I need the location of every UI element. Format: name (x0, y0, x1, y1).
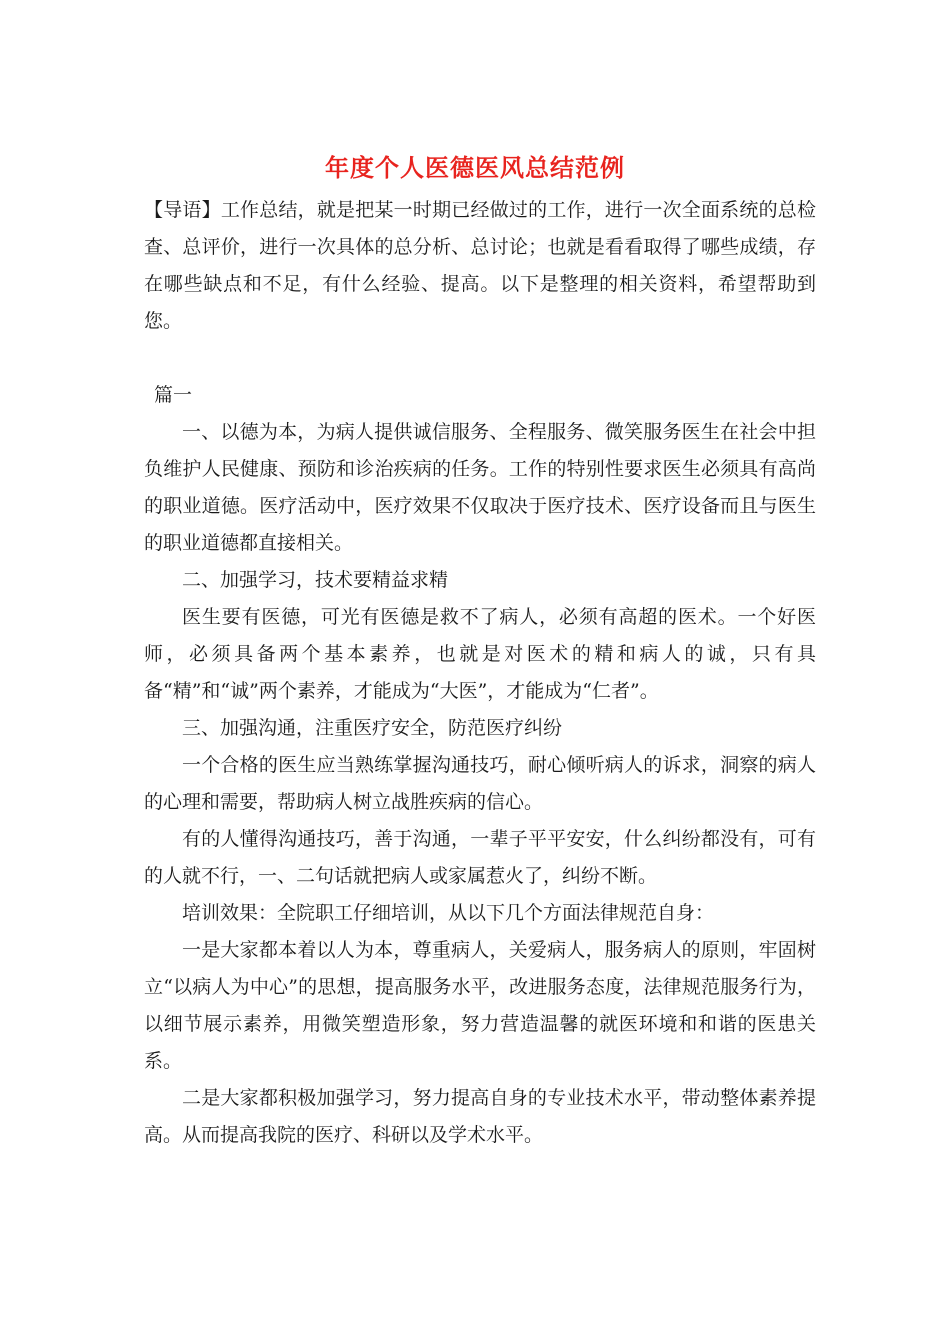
intro-paragraph: 【导语】工作总结，就是把某一时期已经做过的工作，进行一次全面系统的总检查、总评价，进行一次具体的总分析、总讨论；也就是看看取得了哪些成绩，存在哪些缺点和不足，有什么经验、提高。以下是整理的相关资料，希望帮助到您。 (144, 199, 816, 332)
paragraph-3: 一个合格的医生应当熟练掌握沟通技巧，耐心倾听病人的诉求，洞察的病人的心理和需要，帮助病人树立战胜疾病的信心。 (144, 754, 816, 813)
paragraph-1: 一、以德为本，为病人提供诚信服务、全程服务、微笑服务医生在社会中担负维护人民健康、预防和诊治疾病的任务。工作的特别性要求医生必须具有高尚的职业道德。医疗活动中，医疗效果不仅取决于医疗技术、医疗设备而且与医生的职业道德都直接相关。 (144, 421, 816, 554)
section-label: 篇一 (154, 384, 193, 406)
paragraph-4: 有的人懂得沟通技巧，善于沟通，一辈子平平安安，什么纠纷都没有，可有的人就不行，一、二句话就把病人或家属惹火了，纠纷不断。 (144, 828, 816, 887)
paragraph-6: 二是大家都积极加强学习，努力提高自身的专业技术水平，带动整体素养提高。从而提高我院的医疗、科研以及学术水平。 (144, 1087, 816, 1146)
paragraph-5: 一是大家都本着以人为本，尊重病人，关爱病人，服务病人的原则，牢固树立“以病人为中心”的思想，提高服务水平，改进服务态度，法律规范服务行为，以细节展示素养，用微笑塑造形象，努力营造温馨的就医环境和和谐的医患关系。 (144, 939, 816, 1072)
heading-3: 三、加强沟通，注重医疗安全，防范医疗纠纷 (182, 717, 563, 739)
training-effect: 培训效果：全院职工仔细培训，从以下几个方面法律规范自身： (182, 902, 715, 924)
document-title: 年度个人医德医风总结范例 (325, 153, 625, 182)
document-body (144, 192, 816, 1154)
paragraph-2: 医生要有医德，可光有医德是救不了病人，必须有高超的医术。一个好医师，必须具备两个基本素养，也就是对医术的精和病人的诚，只有具备“精”和“诚”两个素养，才能成为“大医”，才能成为“仁者”。 (144, 606, 816, 702)
heading-2: 二、加强学习，技术要精益求精 (182, 569, 449, 591)
